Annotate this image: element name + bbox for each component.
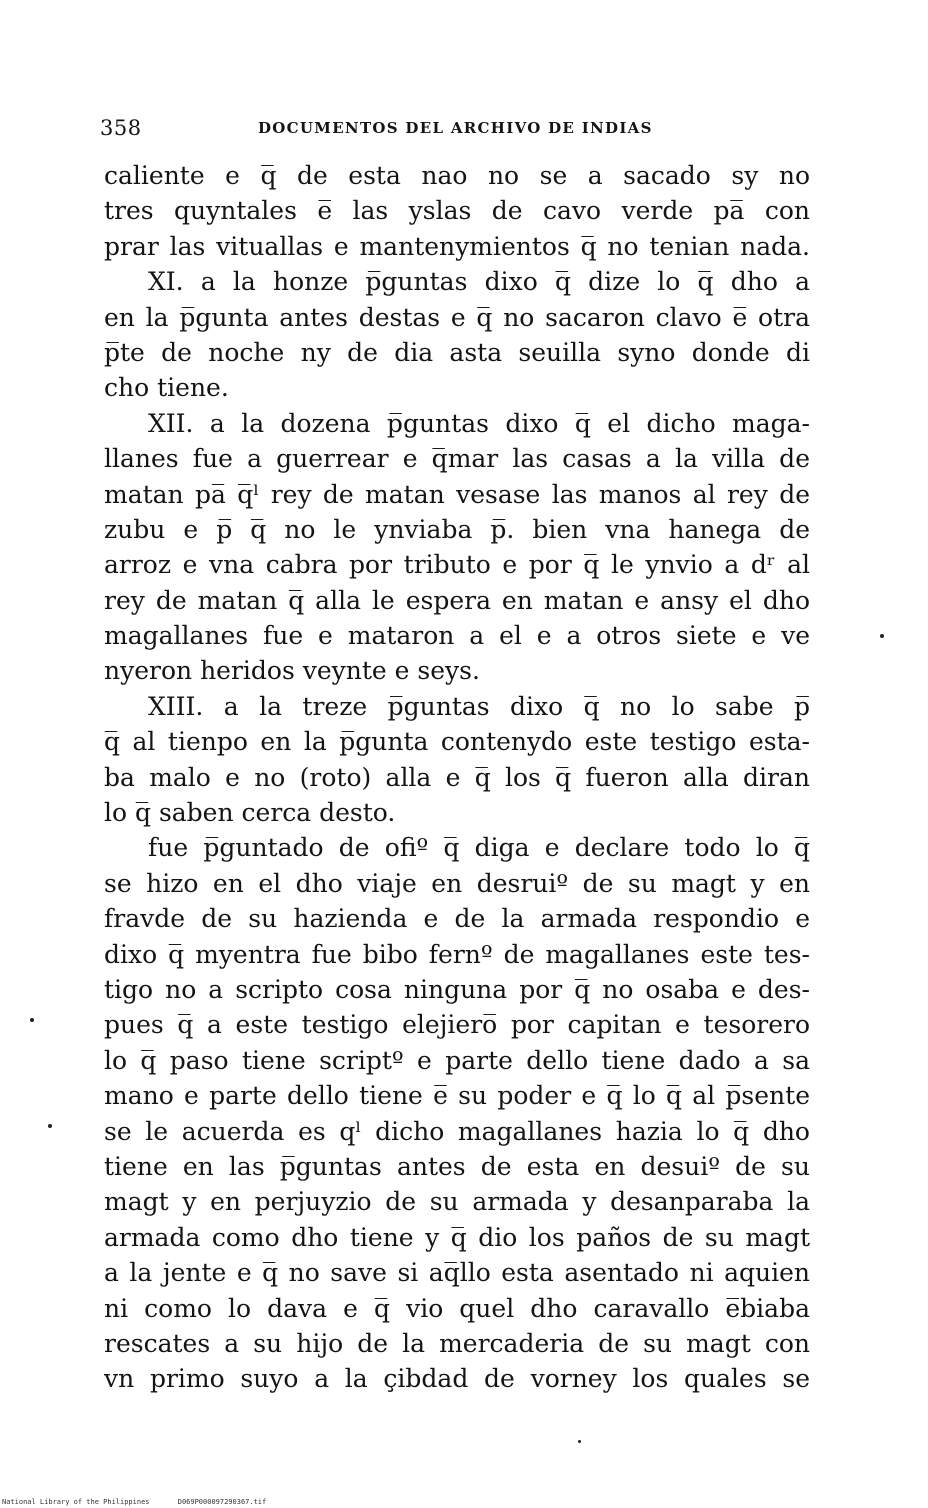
text-line: magt y en perjuyzio de su armada y desanparaba la [104,1187,810,1217]
text-line: fue p̅guntado de ofiº q̅ diga e declare todo lo q̅ [148,833,810,863]
text-line: a la jente e q̅ no save si aq̅llo esta asentado ni aquien [104,1258,810,1288]
text-line: mano e parte dello tiene e̅ su poder e q̅ lo q̅ al p̅sente [104,1081,810,1111]
text-line: dixo q̅ myentra fue bibo fernº de magallanes este tes- [104,939,810,969]
text-line: tres quyntales e̅ las yslas de cavo verde pa̅ con [104,196,810,226]
running-head: DOCUMENTOS DEL ARCHIVO DE INDIAS [258,119,653,137]
text-line: p̅te de noche ny de dia asta seuilla syno donde di [104,337,810,367]
text-line: armada como dho tiene y q̅ dio los paños de su magt [104,1222,810,1252]
scan-speck [30,1018,34,1022]
text-line: lo q̅ saben cerca desto. [104,798,396,828]
scan-speck [880,634,884,638]
text-line: nyeron heridos veynte e seys. [104,656,480,686]
text-line: pues q̅ a este testigo elejiero̅ por capitan e tesorero [104,1010,810,1040]
library-name: National Library of the Philippines [2,1498,150,1506]
text-line: vn primo suyo a la çibdad de vorney los quales se [104,1364,810,1394]
text-body [104,158,810,1397]
text-line: ni como lo dava e q̅ vio quel dho caravallo e̅biaba [104,1293,810,1323]
text-line: XI. a la honze p̅guntas dixo q̅ dize lo q̅ dho a [148,267,810,297]
text-line: q̅ al tienpo en la p̅gunta contenydo este testigo esta- [104,727,810,757]
text-line: XIII. a la treze p̅guntas dixo q̅ no lo sabe p̅ [148,691,810,721]
text-line: tiene en las p̅guntas antes de esta en desuiº de su [104,1151,810,1181]
scan-speck [48,1124,52,1128]
text-line: caliente e q̅ de esta nao no se a sacado sy no [104,161,810,190]
scan-footer [2,1498,290,1506]
text-line: cho tiene. [104,373,229,403]
text-line: rey de matan q̅ alla le espera en matan e ansy el dho [104,585,810,615]
text-line: arroz e vna cabra por tributo e por q̅ le ynvio a dʳ al [104,550,810,580]
page-number: 358 [100,116,142,140]
text-line: rescates a su hijo de la mercaderia de su magt con [104,1328,810,1358]
text-line: llanes fue a guerrear e q̅mar las casas a la villa de [104,444,810,474]
text-line: zubu e p̅ q̅ no le ynviaba p̅. bien vna hanega de [104,514,810,544]
text-line: prar las vituallas e mantenymientos q̅ no tenian nada. [104,231,810,261]
text-line: fravde de su hazienda e de la armada respondio e [104,904,810,934]
text-line: se hizo en el dho viaje en desruiº de su magt y en [104,868,810,898]
text-line: se le acuerda es qˡ dicho magallanes hazia lo q̅ dho [104,1116,810,1146]
text-line: tigo no a scripto cosa ninguna por q̅ no osaba e des- [104,974,810,1004]
text-line: matan pa̅ q̅ˡ rey de matan vesase las manos al rey de [104,479,810,509]
text-line: XII. a la dozena p̅guntas dixo q̅ el dicho maga- [148,408,810,438]
page-header [100,116,820,146]
scan-file-id: D069P000097290367.tif [177,1498,267,1506]
text-line: magallanes fue e mataron a el e a otros siete e ve [104,621,810,651]
scan-speck [578,1440,581,1443]
text-line: en la p̅gunta antes destas e q̅ no sacaron clavo e̅ otra [104,302,810,332]
text-line: lo q̅ paso tiene scriptº e parte dello tiene dado a sa [104,1045,810,1075]
text-line: ba malo e no (roto) alla e q̅ los q̅ fueron alla diran [104,762,810,792]
